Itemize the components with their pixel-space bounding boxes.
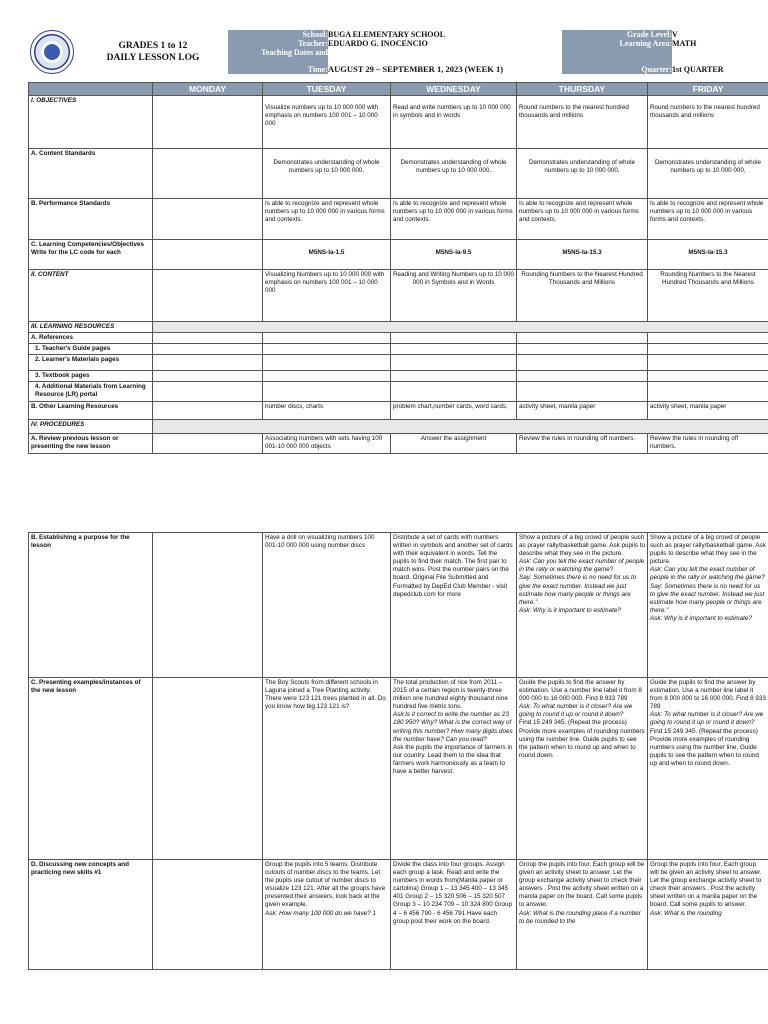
school-label: School:: [228, 30, 328, 39]
cell-thu: Is able to recognize and represent whole numbers up to 10 000 000 in various forms and contexts.: [517, 199, 648, 240]
day-tuesday: TUESDAY: [263, 83, 391, 96]
cell-text: Find 15 249 345. (Repeat the process) Provide more examples of rounding numbers using the number line. Guide pupils to see the pattern when to round up and when to round down.: [519, 719, 645, 759]
cell-fri: Demonstrates understanding of whole numbers up to 10 000 000.: [648, 149, 768, 199]
cell-thu: Round numbers to the nearest hundred thousands and millions: [517, 96, 648, 149]
cell-tue: Is able to recognize and represent whole numbers up to 10 000 000 in various forms and contexts.: [263, 199, 391, 240]
cell-tue: Have a drill on visualizing numbers 100 001-10 000 000 using number discs: [263, 533, 391, 678]
cell-wed: Distribute a set of cards with numbers written in symbols and another set of cards with their equivalent in words. Tell the pupils to find their match. The first pair to match wins. Post the number pairs on the board. Original File Submitted and Formatted by DepEd Club Member - visit depedclub.com for more: [391, 533, 517, 678]
cell-text: Ask: What is the rounding place if a number to be rounded to the: [519, 909, 641, 925]
cell-wed: Demonstrates understanding of whole numbers up to 10 000 000.: [391, 149, 517, 199]
cell-fri: activity sheet, manila paper: [648, 401, 768, 419]
quarter-label: Quarter:: [562, 48, 672, 74]
cell-tue: [263, 860, 391, 970]
cell-wed: Reading and Writing Numbers up to 10 000 000 in Symbols and in Words: [391, 270, 517, 322]
cell-fri: [648, 533, 768, 678]
cell-thu: M5NS-Ia-15.3: [517, 240, 648, 270]
row-label: 4. Additional Materials from Learning Resource (LR) portal: [29, 382, 153, 401]
quarter-value: 1st QUARTER: [672, 65, 724, 74]
area-value: MATH: [672, 39, 697, 48]
row-label: A. Content Standards: [29, 149, 153, 199]
row-label: B. Other Learning Resources: [29, 401, 153, 419]
school-value: BUGA ELEMENTARY SCHOOL: [328, 30, 446, 39]
cell-fri: [648, 678, 768, 860]
cell-text: Ask: To what number is it closer? Are we going to round it up or round it down?: [519, 703, 633, 719]
cell-tue: Associating numbers with sets having 100 001-10 000 000 objects: [263, 433, 391, 453]
day-thursday: THURSDAY: [517, 83, 648, 96]
cell-wed: [391, 678, 517, 860]
cell-tue: Visualizing Numbers up to 10 000 000 with emphasis on numbers 100 001 – 10 000 000: [263, 270, 391, 322]
row-discussing-concepts: [29, 860, 768, 970]
cell-fri: M5NS-Ia-15.3: [648, 240, 768, 270]
row-review: [29, 433, 768, 453]
day-wednesday: WEDNESDAY: [391, 83, 517, 96]
cell-text: Find 15 249 345. (Repeat the process) Provide more examples of rounding numbers using the number line. Guide pupils to see the pattern when to round up and when to round down.: [650, 727, 759, 767]
title-line-1: GRADES 1 to 12: [118, 41, 188, 51]
teacher-label: Teacher:: [228, 39, 328, 48]
lesson-log-page-1: [28, 30, 768, 454]
area-label: Learning Area:: [562, 39, 672, 48]
row-label: B. Performance Standards: [29, 199, 153, 240]
grade-value: V: [672, 30, 678, 39]
cell-text: Group the pupils into four. Each group will be given an activity sheet to answer. Let the group exchange activity sheet to check their answers . Post the activity sheet written on a manila paper on the board. Call some pupils to answer.: [650, 861, 762, 909]
row-label: A. Review previous lesson or presenting the new lesson: [29, 433, 153, 453]
row-label: D. Discussing new concepts and practicing new skills #1: [29, 860, 153, 970]
row-label: I. OBJECTIVES: [29, 96, 153, 149]
lesson-table-page-2: [28, 532, 768, 970]
day-header-row: [29, 83, 768, 96]
cell-text: Group the pupils into 5 teams. Distribute cutouts of number discs to the teams. Let the pupils use cutout of number discs to visualize 123 121. After all the groups have presented their answers, look back at the given example.: [265, 861, 386, 909]
cell-tue: Demonstrates understanding of whole numbers up to 10 000 000.: [263, 149, 391, 199]
cell-thu: Demonstrates understanding of whole numbers up to 10 000 000.: [517, 149, 648, 199]
row-competencies: [29, 240, 768, 270]
row-label: IV. PROCEDURES: [29, 419, 153, 433]
cell-text: Ask: Why is it important to estimate?: [519, 606, 621, 614]
row-performance-standards: [29, 199, 768, 240]
cell-text: Ask: To what number is it closer? Are we going to round it up or round it down?: [650, 711, 764, 727]
row-label: 3. Textbook pages: [29, 371, 153, 382]
header-table: [28, 30, 768, 74]
row-teachers-guide: [29, 344, 768, 355]
row-label: C. Learning Competencies/Objectives Write for the LC code for each: [29, 240, 153, 270]
dates-label-a: Teaching Dates and: [228, 48, 328, 65]
cell-wed: Read and write numbers up to 10 000 000 in symbols and in words: [391, 96, 517, 149]
cell-wed: Is able to recognize and represent whole numbers up to 10 000 000 in various forms and contexts.: [391, 199, 517, 240]
cell-fri: Is able to recognize and represent whole numbers up to 10 000 000 in various forms and contexts.: [648, 199, 768, 240]
cell-wed: M5NS-Ia-9.5: [391, 240, 517, 270]
cell-text: Say: Sometimes there is no need for us to give the exact number. Instead we just estimate how many people or things are there.": [519, 574, 637, 606]
row-textbook: [29, 371, 768, 382]
deped-seal-logo: [30, 30, 74, 74]
title-line-2: DAILY LESSON LOG: [106, 53, 200, 63]
row-label: 1. Teacher's Guide pages: [29, 344, 153, 355]
cell-fri: [648, 860, 768, 970]
row-label: B. Establishing a purpose for the lesson: [29, 533, 153, 678]
row-content: [29, 270, 768, 322]
row-other-resources: [29, 401, 768, 419]
grade-label: Grade Level:: [562, 30, 672, 39]
lesson-log-page-2: [28, 532, 768, 970]
row-label: III. LEARNING RESOURCES: [29, 322, 153, 333]
cell-tue: Visualize numbers up to 10 000 000 with emphasis on numbers 100 001 – 10 000 000: [263, 96, 391, 149]
row-learning-resources: [29, 322, 768, 333]
cell-fri: Review the rules in rounding off numbers.: [648, 433, 768, 453]
cell-tue: The Boy Scouts from different schools in Laguna joined a Tree Planting activity. There were 123 121 trees planted in all. Do you know how big 123 121 is?: [263, 678, 391, 860]
cell-thu: [517, 678, 648, 860]
day-monday: MONDAY: [153, 83, 263, 96]
cell-text: Say: Sometimes there is no need for us to give the exact number. Instead we just estimate how many people or things are there.": [650, 582, 765, 614]
cell-wed: Answer the assignment: [391, 433, 517, 453]
dates-label-b: Time:: [228, 65, 328, 74]
cell-text: Show a picture of a big crowd of people such as prayer rally/basketball game. Ask pupils to describe what they see in the picture.: [650, 534, 766, 566]
row-label: 2. Learner's Materials pages: [29, 355, 153, 371]
row-learners-materials: [29, 355, 768, 371]
cell-text: Ask: Can you tell the exact number of people in the rally or watching the game?: [650, 566, 765, 582]
teacher-value: EDUARDO G. INOCENCIO: [328, 39, 428, 48]
row-presenting-examples: [29, 678, 768, 860]
cell-text: Group the pupils into four. Each group will be given an activity sheet to answer. Let the group exchange activity sheet to check their answers . Post the activity sheet written on a manila paper on the board. Call some pupils to answer.: [519, 861, 645, 909]
day-friday: FRIDAY: [648, 83, 768, 96]
row-establishing-purpose: [29, 533, 768, 678]
cell-tue: number discs, charts: [263, 401, 391, 419]
cell-text: Show a picture of a big crowd of people such as prayer rally/basketball game. Ask pupils to describe what they see in the picture.: [519, 534, 645, 558]
cell-text: Guide the pupils to find the answer by estimation. Use a number line label it from 8 000 000 to 16 000 000. Find 8 933 789: [650, 679, 766, 711]
cell-thu: [517, 533, 648, 678]
cell-thu: [517, 860, 648, 970]
cell-fri: Rounding Numbers to the Nearest Hundred Thousands and Millions: [648, 270, 768, 322]
cell-wed: Divide the class into four groups. Assign each group a task. Read and write the numbers in words from(Manila paper or cartolina) Group 1 – 13 345 400 – 13 345 401 Group 2 – 15 320 506 – 15 320 507 Group 3 – 10 234 709 – 10 324 800 Group 4 – 6 456 790 - 6 456 791 Have each group post their work on the board.: [391, 860, 517, 970]
row-label: A. References: [29, 333, 153, 344]
lesson-table-page-1: [28, 82, 768, 454]
cell-text: Ask: What is the rounding: [650, 909, 722, 917]
row-label: II. CONTENT: [29, 270, 153, 322]
dates-value: AUGUST 29 – SEPTEMBER 1, 2023 (WEEK 1): [328, 64, 504, 74]
cell-text: Ask: How many 100 000 do we have? 1: [265, 909, 376, 917]
cell-text: Ask: Why is it important to estimate?: [650, 614, 752, 622]
cell-wed: problem chart,number cards, word cards,: [391, 401, 517, 419]
cell-text: Ask the pupils the importance of farmers in our country. Lead them to the idea that farmers work harmoniously as a team to have a better harvest.: [393, 743, 513, 776]
row-procedures: [29, 419, 768, 433]
cell-thu: activity sheet, manila paper: [517, 401, 648, 419]
row-objectives: [29, 96, 768, 149]
cell-text: The total production of rice from 2011 – 2015 of a certain region is twenty-three million one hundred eighty thousand nine hundred five metric tons.: [393, 679, 508, 711]
cell-thu: Review the rules in rounding off numbers.: [517, 433, 648, 453]
row-label: C. Presenting examples/instances of the new lesson: [29, 678, 153, 860]
row-additional-materials: [29, 382, 768, 401]
cell-thu: Rounding Numbers to the Nearest Hundred Thousands and Millions: [517, 270, 648, 322]
cell-text: Ask: Can you tell the exact number of people in the rally or watching the game?: [519, 558, 645, 574]
cell-text: Ask:Is it correct to write the number as 23 180 950? Why? What is the correct way of writing this number? How many digits does the number have? Can you read?: [393, 711, 513, 743]
cell-fri: Round numbers to the nearest hundred thousands and millions: [648, 96, 768, 149]
cell-text: Guide the pupils to find the answer by estimation. Use a number line label it from 8 000 000 to 16 000 000. Find 8 933 789: [519, 679, 642, 703]
row-content-standards: [29, 149, 768, 199]
cell-tue: M5NS-Ia-1.5: [263, 240, 391, 270]
row-references: [29, 333, 768, 344]
